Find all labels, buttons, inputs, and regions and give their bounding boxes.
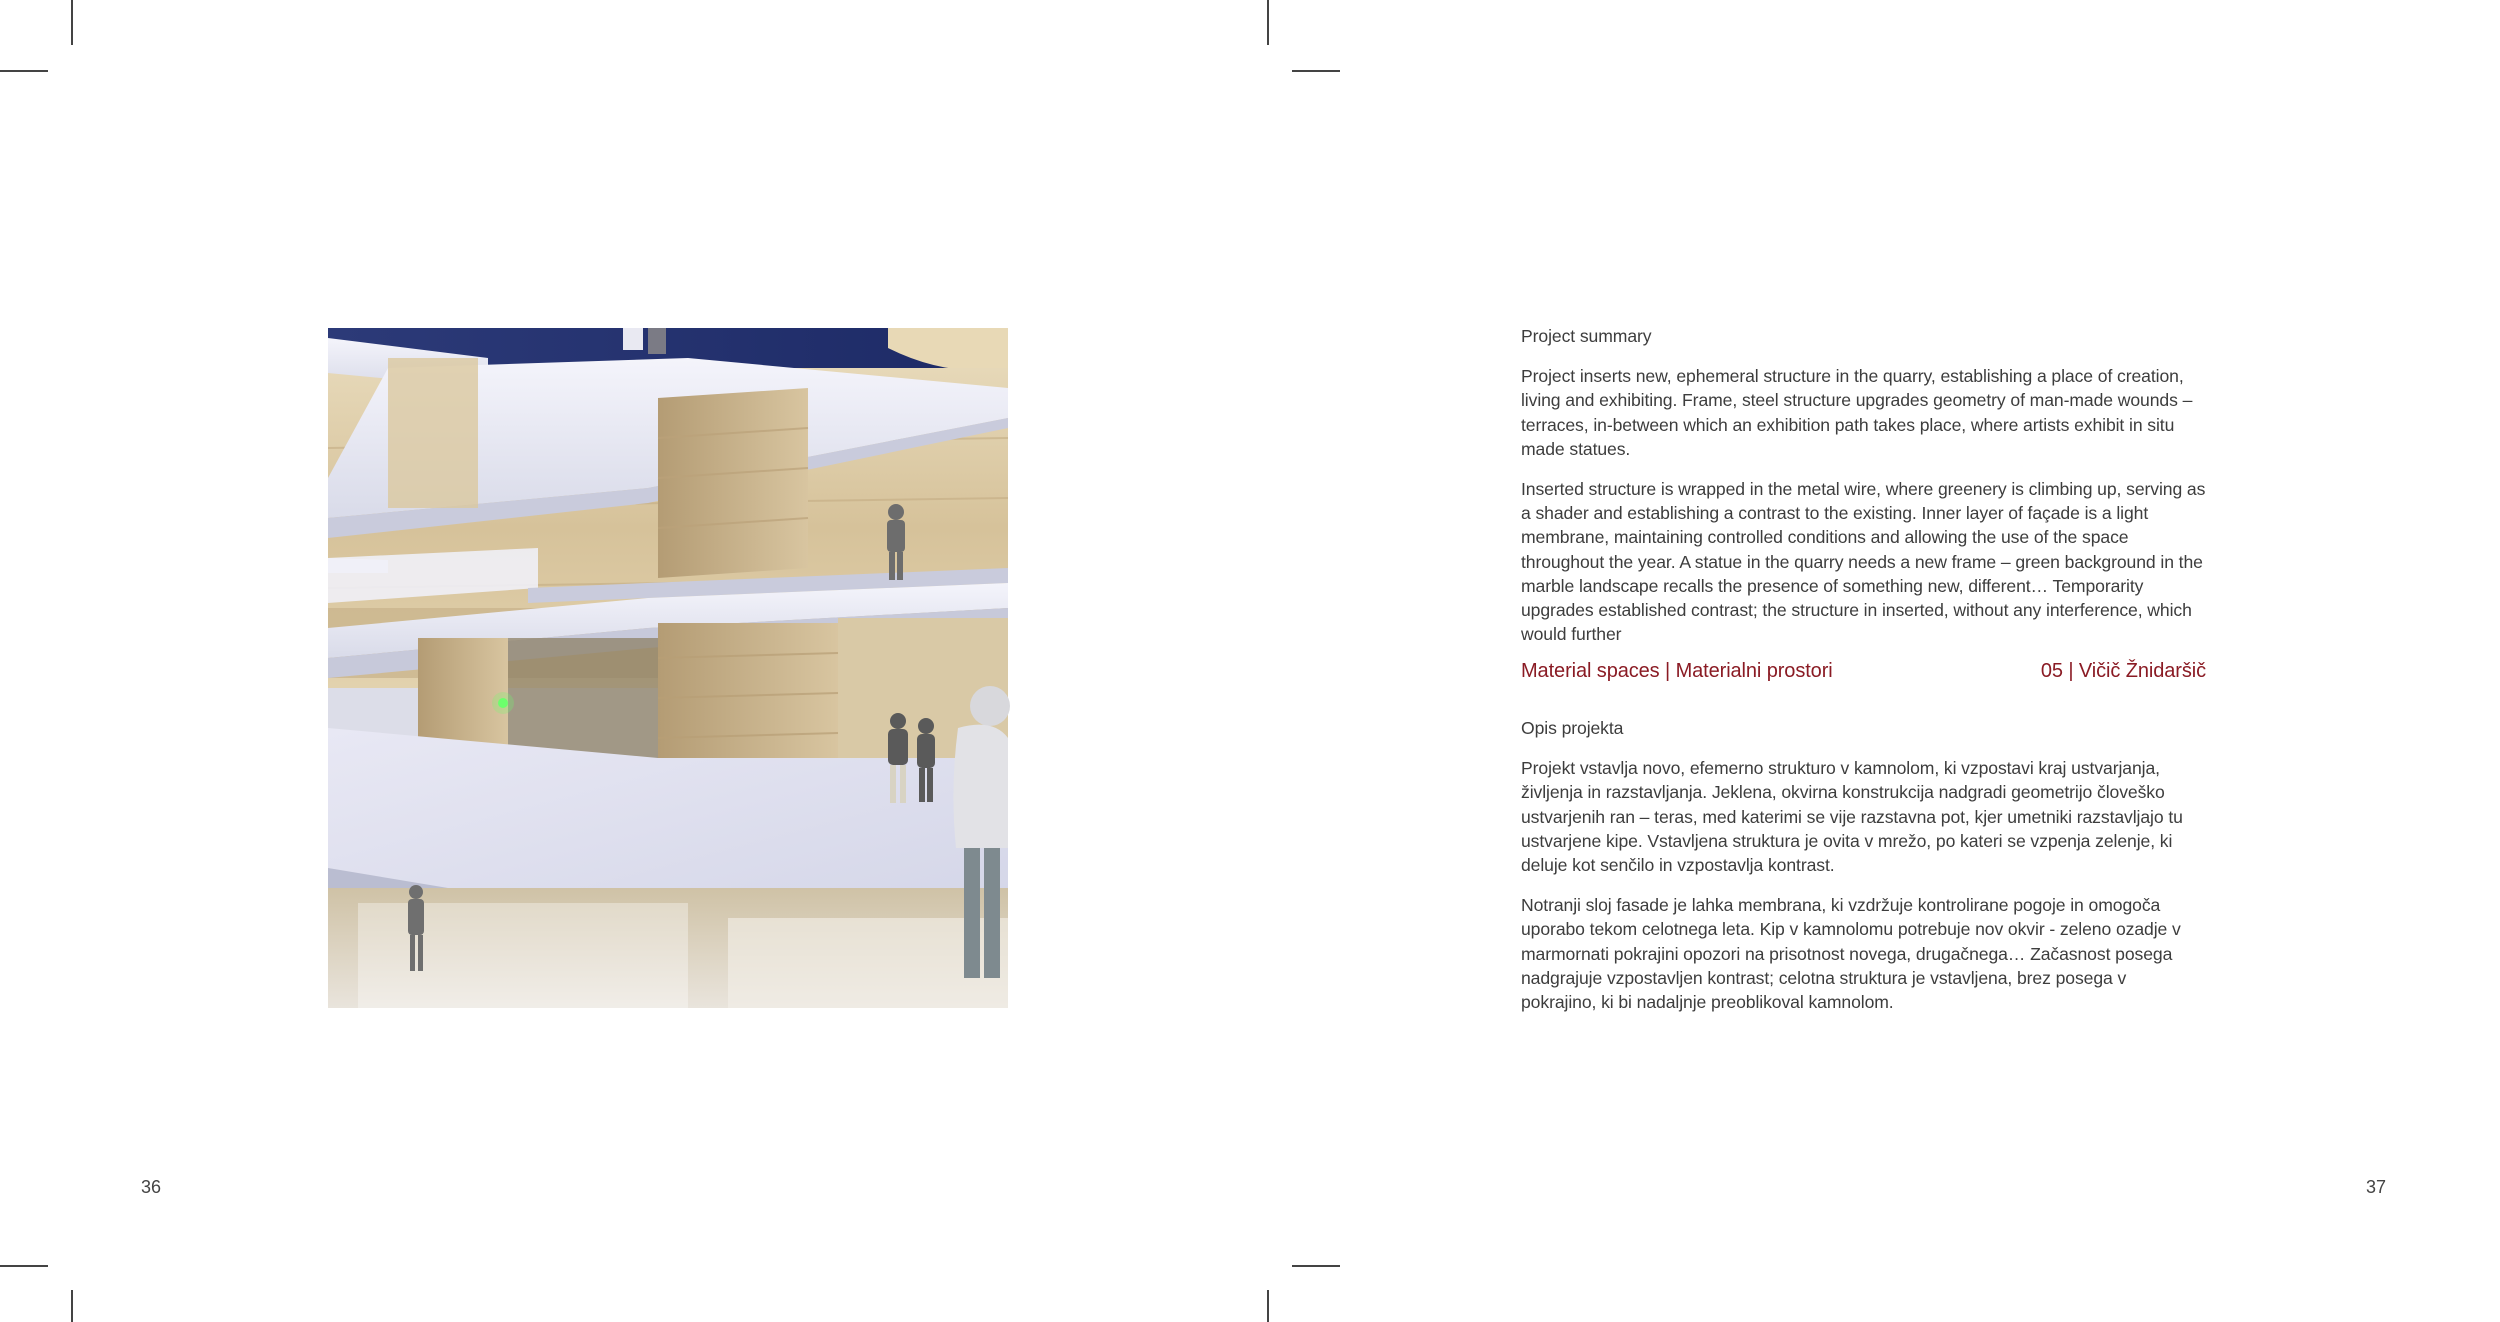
paragraph: Notranji sloj fasade je lahka membrana, ki vzdržuje kontrolirane pogoje in omogoča uporabo tekom celotnega leta. Kip v kamnolomu potrebuje nov okvir - zeleno ozadje v marmornati pokrajini opozori na prisotnost novega, drugačnega… Začasnost posega nadgrajuje vzpostavljen kontrast; celotna struktura je vstavljena, brez posega v pokrajino, ki bi nadaljnje preoblikoval kamnolom. — [1521, 895, 2181, 1013]
section-heading: Opis projekta — [1521, 718, 1624, 738]
page-number-left: 36 — [141, 1177, 162, 1197]
crop-mark — [0, 70, 48, 72]
crop-mark — [1267, 1290, 1269, 1322]
paragraph: Projekt vstavlja novo, efemerno strukturo v kamnolom, ki vzpostavi kraj ustvarjanja, življenja in razstavljanja. Jeklena, okvirna konstrukcija nadgradi geometrijo človeško ustvarjenih ran – teras, med katerimi se vije razstavna pot, kjer umetniki razstavljajo tu ustvarjene kipe. Vstavljena struktura je ovita v mrežo, po kateri se vzpenja zelenje, ki deluje kot senčilo in vzpostavlja kontrast. — [1521, 758, 2183, 876]
english-summary — [1521, 324, 2206, 645]
paragraph: Project inserts new, ephemeral structure in the quarry, establishing a place of creation, living and exhibiting. Frame, steel structure upgrades geometry of man-made wounds – terraces, in-between which an exhibition path takes place, where artists exhibit in situ made statues. — [1521, 366, 2193, 459]
architectural-rendering — [328, 328, 1008, 1008]
crop-mark — [0, 1265, 48, 1267]
crop-mark — [1267, 0, 1269, 45]
crop-mark — [1292, 1265, 1340, 1267]
project-title-row — [1521, 660, 2206, 683]
crop-mark — [71, 1290, 73, 1322]
project-authors: 05 | Vičič Žnidaršič — [2040, 660, 2206, 682]
section-heading: Project summary — [1521, 326, 1652, 346]
slovenian-summary — [1521, 716, 2206, 1030]
english-body — [1521, 364, 2206, 645]
page-number-right: 37 — [2366, 1177, 2387, 1197]
crop-mark — [1292, 70, 1340, 72]
crop-mark — [71, 0, 73, 45]
project-title: Material spaces | Materialni prostori — [1521, 660, 1833, 682]
paragraph: Inserted structure is wrapped in the metal wire, where greenery is climbing up, serving as a shader and establishing a contrast to the existing. Inner layer of façade is a light membrane, maintaining controlled conditions and allowing the use of the space throughout the year. A statue in the quarry needs a new frame – green background in the marble landscape recalls the presence of something new, different… Temporarity upgrades established contrast; the structure in inserted, without any interference, which would further — [1521, 479, 2206, 645]
